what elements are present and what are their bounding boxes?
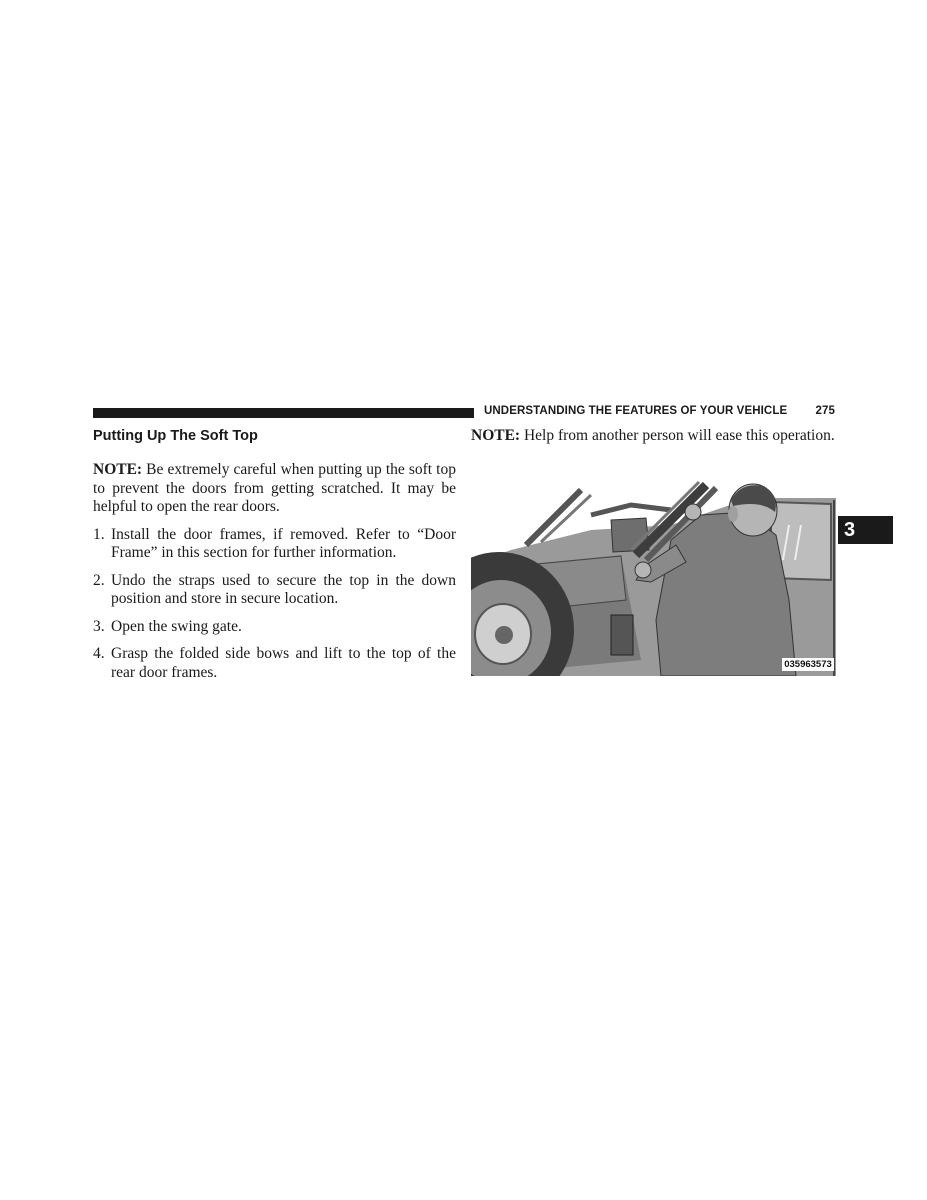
step-number: 3. xyxy=(93,617,105,635)
step-item xyxy=(93,526,456,563)
page-number: 275 xyxy=(815,405,835,417)
header-section-title: UNDERSTANDING THE FEATURES OF YOUR VEHICLE xyxy=(484,405,788,417)
right-column xyxy=(471,427,835,455)
section-heading: Putting Up The Soft Top xyxy=(93,428,258,444)
soft-top-illustration xyxy=(471,470,836,676)
running-header xyxy=(484,405,835,417)
step-text: Grasp the folded side bows and lift to the top of the rear door frames. xyxy=(111,645,456,681)
step-item xyxy=(93,618,456,637)
figure-code: 035963573 xyxy=(782,658,834,671)
note-paragraph xyxy=(471,427,835,446)
left-column xyxy=(93,426,456,691)
step-number: 4. xyxy=(93,645,105,662)
step-text: Undo the straps used to secure the top in the down position and store in secure location. xyxy=(111,571,456,607)
header-rule xyxy=(93,408,474,418)
note-label: NOTE: xyxy=(471,427,521,444)
chapter-tab: 3 xyxy=(838,516,893,544)
step-item xyxy=(93,645,456,682)
note-text: Help from another person will ease this operation. xyxy=(520,427,835,444)
step-text: Open the swing gate. xyxy=(111,617,242,635)
step-item xyxy=(93,572,456,609)
step-text: Install the door frames, if removed. Refer to “Door Frame” in this section for further information. xyxy=(111,525,456,561)
note-paragraph xyxy=(93,461,456,517)
person-lifting-soft-top-icon xyxy=(471,470,836,676)
step-number: 2. xyxy=(93,571,105,589)
step-number: 1. xyxy=(93,525,105,543)
note-label: NOTE: xyxy=(93,461,143,478)
note-text: Be extremely careful when putting up the soft top to prevent the doors from getting scratched. It may be helpful to open the rear doors. xyxy=(93,461,456,515)
